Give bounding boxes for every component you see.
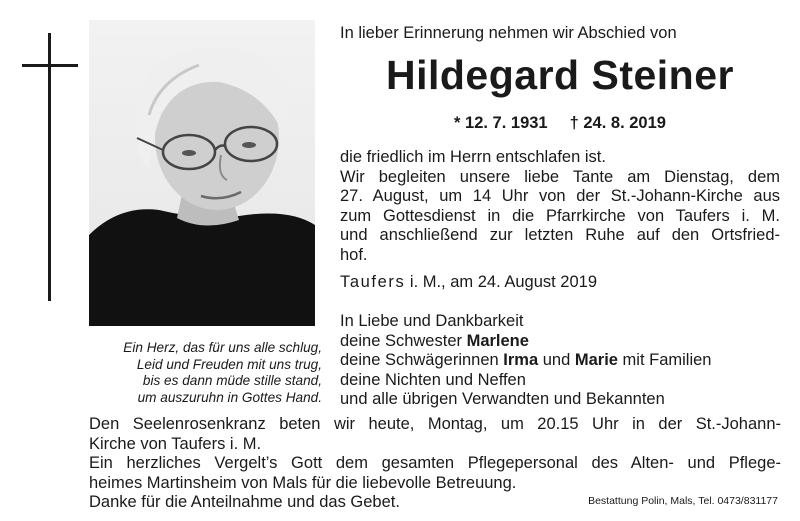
life-dates — [340, 114, 780, 133]
inlaws-prefix: deine Schwägerinnen — [340, 351, 504, 369]
portrait-photo — [89, 20, 315, 326]
announcement-line: 27. August, um 14 Uhr von der St.-Johann-Kirche aus — [340, 187, 780, 205]
inlaws-and: und — [538, 351, 575, 369]
poem-line: um auszuruhn in Gottes Hand. — [137, 389, 322, 405]
inlaw-name: Marie — [574, 351, 618, 369]
closing-line: Den Seelenrosenkranz beten wir heute, Montag, um 20.15 Uhr in der St.-Johann- — [89, 415, 781, 433]
inlaw-name: Irma — [503, 351, 539, 369]
town-name: Taufers — [340, 273, 406, 291]
mourners-line — [340, 351, 711, 371]
mourners-line: und alle übrigen Verwandten und Bekannten — [340, 390, 665, 408]
closing-line: Kirche von Taufers i. M. — [89, 434, 262, 453]
poem-line: Leid und Freuden mit uns trug, — [136, 356, 322, 372]
announcement-line: die friedlich im Herrn entschlafen ist. — [340, 148, 606, 166]
mourners-line — [340, 332, 711, 352]
sister-prefix: deine Schwester — [340, 331, 467, 350]
announcement-line: zum Gottesdienst in die Pfarrkirche von Taufers i. M. — [340, 206, 780, 225]
announcement-line: hof. — [340, 245, 368, 264]
closing-line: heimes Martinsheim von Mals für die liebevolle Betreuung. — [89, 473, 517, 492]
poem-line: Ein Herz, das für uns alle schlug, — [123, 340, 322, 355]
place-date-text: i. M., am 24. August 2019 — [405, 273, 598, 291]
sister-name: Marlene — [466, 331, 529, 350]
closing-line: Danke für die Anteilnahme und das Gebet. — [89, 493, 400, 511]
mourners-line: In Liebe und Dankbarkeit — [340, 312, 524, 330]
birth-date: * 12. 7. 1931 — [454, 114, 548, 132]
announcement-line: und anschließend zur letzten Ruhe auf den Ortsfried- — [340, 226, 780, 244]
announcement-line: Wir begleiten unsere liebe Tante am Dienstag, dem — [340, 167, 780, 186]
mourners-line: deine Nichten und Neffen — [340, 370, 526, 389]
intro-text: In lieber Erinnerung nehmen wir Abschied von — [340, 24, 677, 42]
inlaws-suffix: mit Familien — [617, 351, 712, 369]
memorial-poem — [82, 340, 322, 406]
poem-line: bis es dann müde stille stand, — [142, 373, 322, 388]
portrait-illustration — [89, 20, 315, 326]
place-and-date — [340, 273, 597, 292]
funeral-home-contact: Bestattung Polin, Mals, Tel. 0473/831177 — [588, 495, 778, 507]
cross-vertical-bar — [48, 33, 51, 301]
mourners-list — [340, 312, 711, 410]
death-date: † 24. 8. 2019 — [569, 114, 666, 132]
deceased-name: Hildegard Steiner — [386, 52, 734, 98]
closing-line: Ein herzliches Vergelt’s Gott dem gesamten Pflegepersonal des Alten- und Pflege- — [89, 454, 781, 472]
cross-horizontal-bar — [22, 64, 78, 67]
funeral-announcement — [340, 148, 780, 265]
